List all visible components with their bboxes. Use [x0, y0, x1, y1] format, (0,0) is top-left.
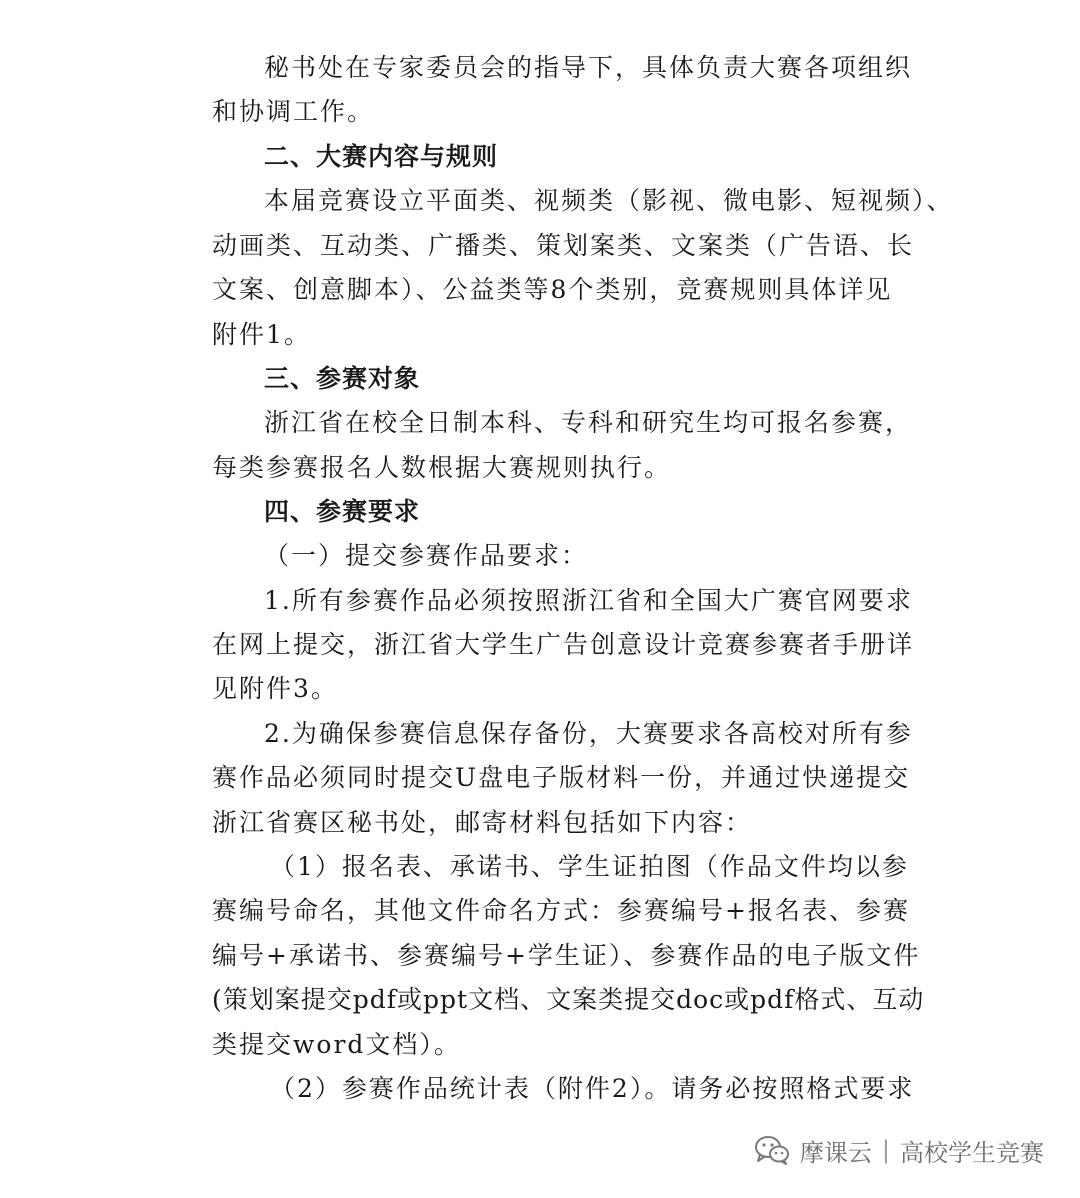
paragraph-line: 秘书处在专家委员会的指导下，具体负责大赛各项组织: [264, 53, 913, 82]
section-heading: 三、参赛对象: [264, 364, 421, 393]
paragraph-line: 赛作品必须同时提交U盘电子版材料一份，并通过快递提交: [212, 763, 911, 792]
paragraph-line: (策划案提交pdf或ppt文档、文案类提交doc或pdf格式、互动: [212, 985, 925, 1014]
paragraph-line: 附件1。: [212, 320, 311, 349]
paragraph-line: 类提交word文档）。: [212, 1030, 461, 1059]
paragraph-line: 本届竞赛设立平面类、视频类（影视、微电影、短视频）、: [264, 186, 954, 215]
watermark-subtitle: 高校学生竞赛: [900, 1138, 1044, 1167]
subsection-heading: （一）提交参赛作品要求：: [264, 541, 589, 570]
paragraph-line: 浙江省在校全日制本科、专科和研究生均可报名参赛，: [264, 408, 913, 437]
paragraph-line: 2.为确保参赛信息保存备份，大赛要求各高校对所有参: [264, 719, 913, 748]
paragraph-line: 和协调工作。: [212, 97, 375, 126]
paragraph-line: 在网上提交，浙江省大学生广告创意设计竞赛参赛者手册详: [212, 630, 915, 659]
paragraph-line: 见附件3。: [212, 674, 338, 703]
paragraph-line: （2）参赛作品统计表（附件2）。请务必按照格式要求: [270, 1074, 915, 1103]
paragraph-line: 赛编号命名，其他文件命名方式：参赛编号+报名表、参赛: [212, 896, 910, 925]
paragraph-line: 浙江省赛区秘书处，邮寄材料包括如下内容：: [212, 808, 753, 837]
paragraph-line: 文案、创意脚本）、公益类等8个类别，竞赛规则具体详见: [212, 275, 893, 304]
paragraph-line: （1）报名表、承诺书、学生证拍图（作品文件均以参: [270, 852, 909, 881]
paragraph-line: 1.所有参赛作品必须按照浙江省和全国大广赛官网要求: [264, 586, 913, 615]
paragraph-line: 动画类、互动类、广播类、策划案类、文案类（广告语、长: [212, 231, 915, 260]
watermark: [754, 1130, 1044, 1170]
wechat-icon: [754, 1135, 790, 1165]
watermark-account: 摩课云: [799, 1138, 872, 1167]
section-heading: 四、参赛要求: [264, 497, 421, 526]
section-heading: 二、大赛内容与规则: [264, 142, 499, 171]
watermark-separator: |: [881, 1136, 890, 1164]
paragraph-line: 每类参赛报名人数根据大赛规则执行。: [212, 453, 672, 482]
paragraph-line: 编号+承诺书、参赛编号+学生证）、参赛作品的电子版文件: [212, 941, 921, 970]
